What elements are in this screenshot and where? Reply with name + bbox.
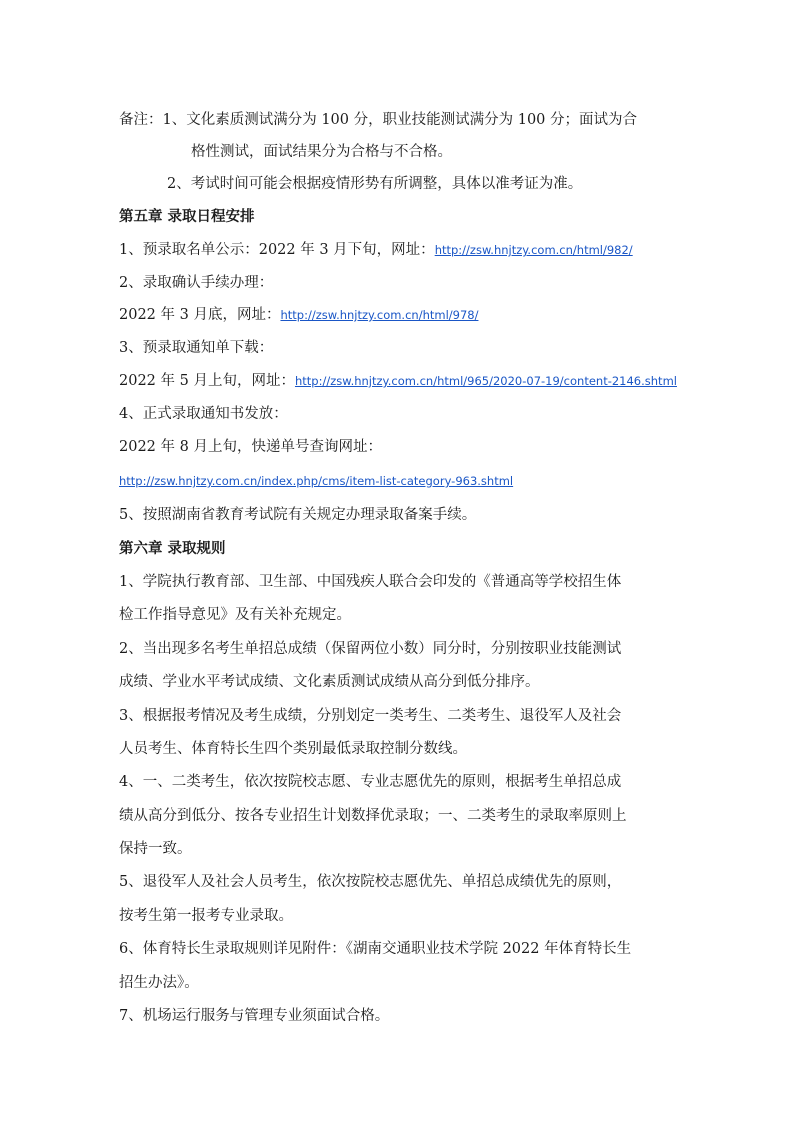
rule-2-line-1: 2、当出现多名考生单招总成绩（保留两位小数）同分时，分别按职业技能测试: [119, 641, 622, 657]
note-line-1: 备注：1、文化素质测试满分为 100 分，职业技能测试满分为 100 分；面试为合: [119, 112, 638, 128]
rule-5-line-1: 5、退役军人及社会人员考生，依次按院校志愿优先、单招总成绩优先的原则，: [119, 874, 622, 890]
rule-7: 7、机场运行服务与管理专业须面试合格。: [119, 1008, 390, 1024]
schedule-item-3-text: 2022 年 5 月上旬，网址：: [119, 373, 295, 389]
rule-1-line-1: 1、学院执行教育部、卫生部、中国残疾人联合会印发的《普通高等学校招生体: [119, 574, 622, 590]
schedule-item-3: [119, 371, 679, 391]
chapter6-heading: 第六章 录取规则: [119, 541, 226, 557]
rule-3-line-1: 3、根据报考情况及考生成绩，分别划定一类考生、二类考生、退役军人及社会: [119, 708, 622, 724]
link-notice-download[interactable]: http://zsw.hnjtzy.com.cn/html/965/2020-07-19/content-2146.shtml: [294, 374, 677, 388]
note-line-3: 2、考试时间可能会根据疫情形势有所调整，具体以准考证为准。: [167, 176, 583, 192]
schedule-item-4-label: 4、正式录取通知书发放：: [119, 406, 288, 422]
link-express-query[interactable]: http://zsw.hnjtzy.com.cn/index.php/cms/item-list-category-963.shtml: [119, 474, 514, 488]
rule-6-line-1: 6、体育特长生录取规则详见附件：《湖南交通职业技术学院 2022 年体育特长生: [119, 941, 632, 957]
schedule-item-2: [119, 305, 679, 325]
schedule-item-4-link-line: [119, 471, 679, 491]
schedule-item-1-text: 1、预录取名单公示：2022 年 3 月下旬，网址：: [119, 242, 435, 258]
rule-5-line-2: 按考生第一报考专业录取。: [119, 908, 293, 924]
schedule-item-2-label: 2、录取确认手续办理：: [119, 275, 274, 291]
rule-6-line-2: 招生办法》。: [119, 975, 199, 991]
note-line-2: 格性测试，面试结果分为合格与不合格。: [191, 144, 452, 160]
link-preadmission-list[interactable]: http://zsw.hnjtzy.com.cn/html/982/: [434, 243, 633, 257]
schedule-item-5: 5、按照湖南省教育考试院有关规定办理录取备案手续。: [119, 507, 477, 523]
schedule-item-2-text: 2022 年 3 月底，网址：: [119, 307, 281, 323]
chapter5-heading: 第五章 录取日程安排: [119, 209, 255, 225]
link-admission-confirm[interactable]: http://zsw.hnjtzy.com.cn/html/978/: [280, 308, 479, 322]
schedule-item-3-label: 3、预录取通知单下载：: [119, 340, 274, 356]
schedule-item-4-text: 2022 年 8 月上旬，快递单号查询网址：: [119, 439, 382, 455]
rule-3-line-2: 人员考生、体育特长生四个类别最低录取控制分数线。: [119, 741, 467, 757]
rule-4-line-2: 绩从高分到低分、按各专业招生计划数择优录取；一、二类考生的录取率原则上: [119, 808, 627, 824]
rule-4-line-3: 保持一致。: [119, 841, 192, 857]
rule-2-line-2: 成绩、学业水平考试成绩、文化素质测试成绩从高分到低分排序。: [119, 674, 540, 690]
rule-1-line-2: 检工作指导意见》及有关补充规定。: [119, 607, 351, 623]
rule-4-line-1: 4、一、二类考生，依次按院校志愿、专业志愿优先的原则，根据考生单招总成: [119, 774, 622, 790]
schedule-item-1: [119, 240, 679, 260]
